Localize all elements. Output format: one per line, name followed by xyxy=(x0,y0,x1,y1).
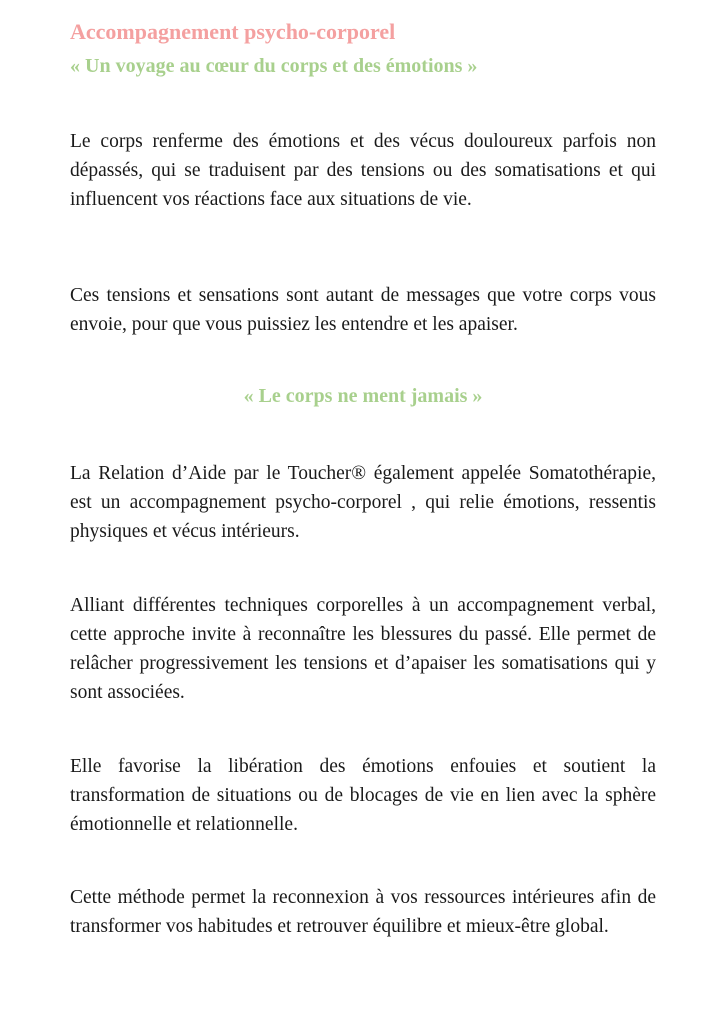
page-title: Accompagnement psycho-corporel xyxy=(70,19,396,44)
pull-quote: « Le corps ne ment jamais » xyxy=(243,385,483,407)
paragraph-tensions-messages: Ces tensions et sensations sont autant de messages que votre corps vous envoie, pour que vous puissiez les entendre et les apaiser. xyxy=(70,285,656,335)
page-subtitle: « Un voyage au cœur du corps et des émotions » xyxy=(70,55,478,77)
paragraph-relation-aide: La Relation d’Aide par le Toucher® également appelée Somatothérapie, est un accompagnement psycho-corporel , qui relie émotions, ressentis physiques et vécus intérieurs. xyxy=(70,463,656,542)
paragraph-techniques: Alliant différentes techniques corporelles à un accompagnement verbal, cette approche invite à reconnaître les blessures du passé. Elle permet de relâcher progressivement les tensions et d’apaiser les somatisations qui y sont associées. xyxy=(70,595,656,703)
paragraph-body-emotions: Le corps renferme des émotions et des vécus douloureux parfois non dépassés, qui se traduisent par des tensions ou des somatisations et qui influencent vos réactions face aux situations de vie. xyxy=(70,131,656,210)
paragraph-reconnexion: Cette méthode permet la reconnexion à vos ressources intérieures afin de transformer vos habitudes et retrouver équilibre et mieux-être global. xyxy=(70,887,656,937)
paragraph-liberation: Elle favorise la libération des émotions enfouies et soutient la transformation de situations ou de blocages de vie en lien avec la sphère émotionnelle et relationnelle. xyxy=(70,756,656,835)
